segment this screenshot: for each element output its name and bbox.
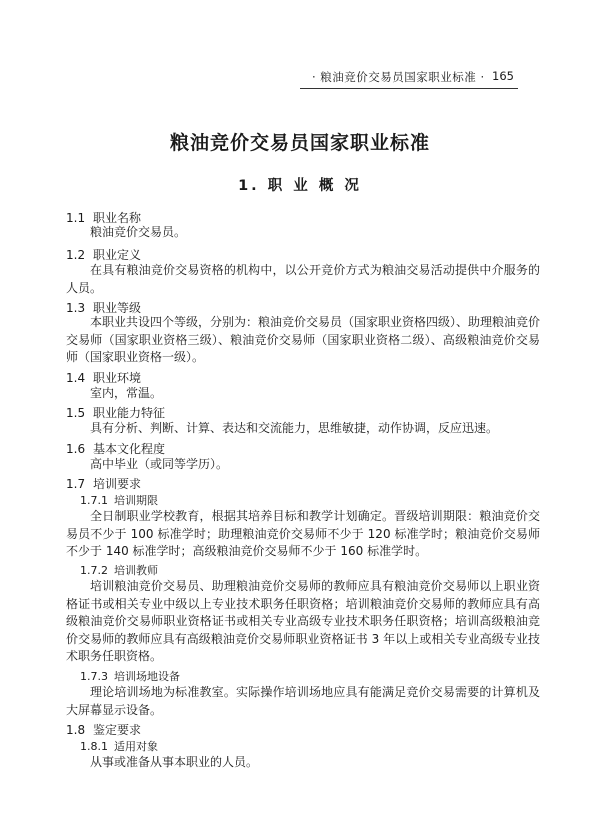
heading-1-7: 1.7 培训要求	[66, 477, 142, 491]
paragraph-1-7-2: 培训粮油竞价交易员、助理粮油竞价交易师的教师应具有粮油竞价交易师以上职业资格证书或相关专业中级以上专业技术职务任职资格；培训粮油竞价交易师的教师应具有高级粮油竞价交易师职业资格证书或相关专业高级专业技术职务任职资格；培训高级粮油竞价交易师的教师应具有高级粮油竞价交易师职业资格证书 3 年以上或相关专业高级专业技术职务任职资格。	[66, 579, 540, 663]
running-title: · 粮油竞价交易员国家职业标准 ·	[312, 70, 485, 84]
heading-1-3: 1.3 职业等级	[66, 301, 142, 315]
heading-1-8: 1.8 鉴定要求	[66, 723, 142, 737]
heading-1-7-1: 1.7.1 培训期限	[80, 494, 158, 507]
heading-1-2: 1.2 职业定义	[66, 248, 142, 262]
heading-1-8-1: 1.8.1 适用对象	[80, 740, 158, 753]
heading-1-1: 1.1 职业名称	[66, 211, 142, 225]
heading-1-6: 1.6 基本文化程度	[66, 442, 166, 456]
paragraph-1-6: 高中毕业（或同等学历）。	[90, 457, 229, 471]
paragraph-1-4: 室内，常温。	[90, 386, 163, 400]
paragraph-1-1: 粮油竞价交易员。	[90, 225, 187, 239]
heading-1-7-3: 1.7.3 培训场地设备	[80, 670, 180, 683]
paragraph-1-2: 在具有粮油竞价交易资格的机构中，以公开竞价方式为粮油交易活动提供中介服务的人员。	[66, 263, 540, 295]
heading-1-5: 1.5 职业能力特征	[66, 406, 166, 420]
paragraph-1-8-1: 从事或准备从事本职业的人员。	[90, 755, 259, 769]
heading-1-7-2: 1.7.2 培训教师	[80, 564, 158, 577]
running-header	[300, 66, 518, 89]
section-title: 1. 职 业 概 况	[238, 178, 362, 194]
page-number: 165	[492, 69, 514, 83]
paragraph-1-5: 具有分析、判断、计算、表达和交流能力，思维敏捷，动作协调，反应迅速。	[90, 421, 499, 435]
document-title: 粮油竞价交易员国家职业标准	[169, 132, 430, 154]
heading-1-4: 1.4 职业环境	[66, 371, 142, 385]
paragraph-1-7-3: 理论培训场地为标准教室。实际操作培训场地应具有能满足竞价交易需要的计算机及大屏幕显示设备。	[66, 685, 540, 717]
paragraph-1-7-1: 全日制职业学校教育，根据其培养目标和教学计划确定。晋级培训期限：粮油竞价交易员不少于 100 标准学时；助理粮油竞价交易师不少于 120 标准学时；粮油竞价交易师不少于 140 标准学时；高级粮油竞价交易师不少于 160 标准学时。	[66, 509, 540, 558]
paragraph-1-3: 本职业共设四个等级，分别为：粮油竞价交易员（国家职业资格四级）、助理粮油竞价交易师（国家职业资格三级）、粮油竞价交易师（国家职业资格二级）、高级粮油竞价交易师（国家职业资格一级）。	[66, 315, 541, 364]
